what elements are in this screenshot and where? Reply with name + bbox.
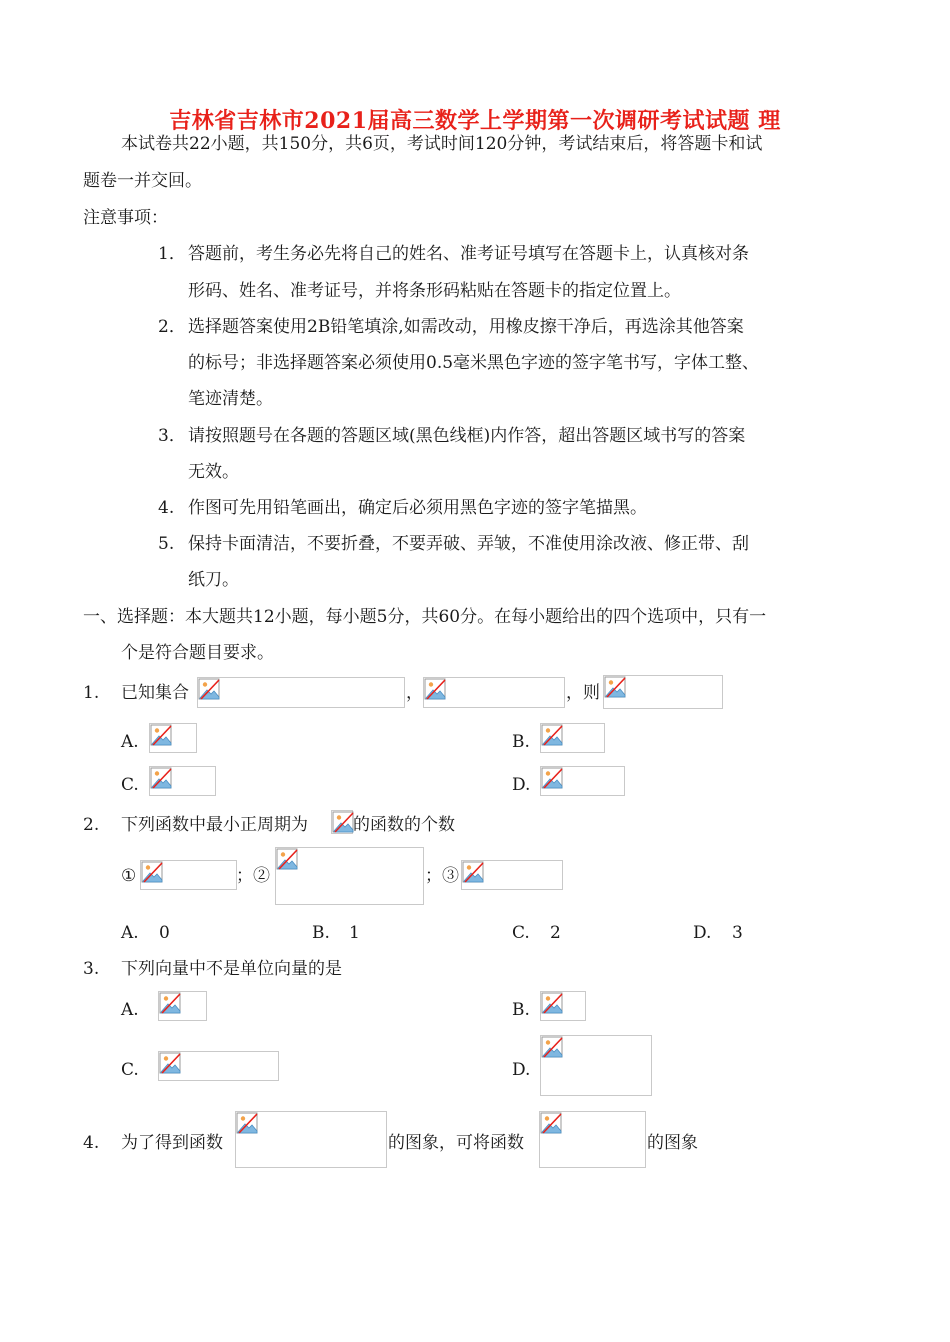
formula-image — [461, 860, 563, 890]
note-text: 纸刀。 — [188, 570, 239, 590]
option-label: B. — [312, 923, 330, 943]
option-label: A. — [121, 923, 139, 943]
option-label: B. — [512, 732, 530, 752]
question-text: 为了得到函数 — [121, 1133, 223, 1153]
question-text: 下列函数中最小正周期为 — [121, 815, 308, 835]
question-text: ， — [406, 683, 423, 703]
formula-image — [603, 675, 723, 709]
intro-line-2: 题卷一并交回。 — [83, 171, 202, 191]
note-number: 4. — [158, 498, 175, 518]
note-number: 3． — [158, 426, 186, 446]
option-image — [540, 766, 625, 796]
choice-marker: ① — [121, 866, 137, 886]
option-label: D. — [693, 923, 712, 943]
formula-image — [140, 860, 237, 890]
note-number: 1． — [158, 244, 186, 264]
note-text: 无效。 — [188, 462, 239, 482]
question-text: 的图象，可将函数 — [388, 1133, 524, 1153]
option-label: C. — [512, 923, 530, 943]
note-text: 作图可先用铅笔画出，确定后必须用黑色字迹的签字笔描黑。 — [188, 498, 647, 518]
option-label: B. — [512, 1000, 530, 1020]
question-text: ，则 — [566, 683, 600, 703]
question-number: 4. — [83, 1133, 100, 1153]
option-image — [540, 1035, 652, 1096]
formula-image — [423, 677, 565, 708]
formula-image — [235, 1111, 387, 1168]
note-text: 答题前，考生务必先将自己的姓名、准考证号填写在答题卡上，认真核对条 — [188, 244, 749, 264]
option-image — [158, 1051, 279, 1081]
formula-image — [275, 847, 424, 905]
question-number: 2. — [83, 815, 100, 835]
question-number: 3. — [83, 959, 100, 979]
option-image — [158, 991, 207, 1021]
notes-heading: 注意事项： — [83, 208, 168, 228]
option-image — [540, 991, 586, 1021]
option-image — [149, 766, 216, 796]
note-text: 的标号；非选择题答案必须使用0.5毫米黑色字迹的签字笔书写，字体工整、 — [188, 353, 760, 373]
note-text: 保持卡面清洁，不要折叠，不要弄破、弄皱，不准使用涂改液、修正带、刮 — [188, 534, 749, 554]
option-label: C. — [121, 775, 139, 795]
note-text: 选择题答案使用2B铅笔填涂,如需改动，用橡皮擦干净后，再选涂其他答案 — [188, 317, 744, 337]
option-image — [149, 723, 197, 753]
option-image — [540, 723, 605, 753]
option-label: D. — [512, 775, 531, 795]
question-text: 下列向量中不是单位向量的是 — [121, 959, 342, 979]
note-text: 形码、姓名、准考证号，并将条形码粘贴在答题卡的指定位置上。 — [188, 281, 681, 301]
section-heading: 一、选择题：本大题共12小题，每小题5分，共60分。在每小题给出的四个选项中，只有一 — [83, 607, 767, 627]
note-text: 笔迹清楚。 — [188, 389, 273, 409]
option-label: C. — [121, 1060, 139, 1080]
question-text: 的函数的个数 — [353, 815, 455, 835]
section-heading-cont: 个是符合题目要求。 — [121, 643, 274, 663]
note-number: 5. — [158, 534, 175, 554]
question-text: 已知集合 — [121, 683, 189, 703]
question-number: 1. — [83, 683, 100, 703]
option-value: 0 — [159, 923, 170, 943]
formula-image — [539, 1111, 646, 1168]
option-value: 1 — [349, 923, 360, 943]
option-value: 2 — [550, 923, 561, 943]
choice-marker: ；② — [236, 866, 270, 886]
choice-marker: ；③ — [425, 866, 459, 886]
note-text: 请按照题号在各题的答题区域(黑色线框)内作答，超出答题区域书写的答案 — [188, 426, 746, 446]
option-label: A. — [121, 732, 139, 752]
formula-image — [197, 677, 405, 708]
intro-line-1: 本试卷共22小题，共150分，共6页，考试时间120分钟，考试结束后，将答题卡和试 — [121, 134, 763, 154]
note-number: 2． — [158, 317, 186, 337]
formula-image — [331, 810, 353, 834]
option-value: 3 — [732, 923, 743, 943]
option-label: D. — [512, 1060, 531, 1080]
document-title: 吉林省吉林市2021届高三数学上学期第一次调研考试试题 理 — [169, 108, 781, 134]
option-label: A. — [121, 1000, 139, 1020]
question-text: 的图象 — [647, 1133, 698, 1153]
